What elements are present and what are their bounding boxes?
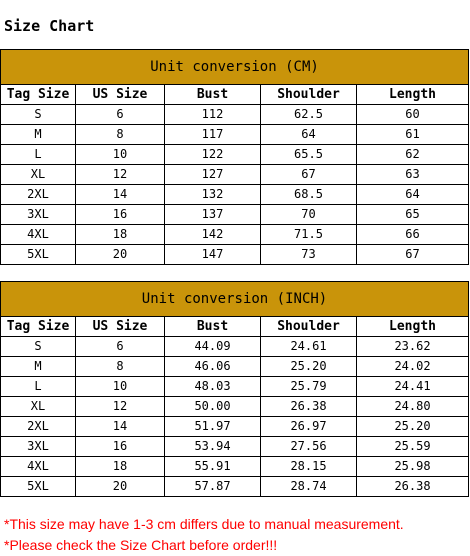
table-cell: 61	[357, 125, 469, 145]
table-cell: 23.62	[357, 337, 469, 357]
table-cell: 147	[165, 245, 261, 265]
table-row	[1, 437, 469, 457]
table-row	[1, 245, 469, 265]
table-cell: 50.00	[165, 397, 261, 417]
table-cell: 4XL	[1, 225, 76, 245]
table-cell: 27.56	[261, 437, 357, 457]
table-cell: 28.15	[261, 457, 357, 477]
table-cell: 117	[165, 125, 261, 145]
table-cell: 8	[76, 125, 165, 145]
table-row	[1, 125, 469, 145]
table-cell: 26.38	[261, 397, 357, 417]
table-row	[1, 105, 469, 125]
table-caption: Unit conversion (CM)	[1, 50, 469, 85]
table-cell: S	[1, 337, 76, 357]
table-cell: 28.74	[261, 477, 357, 497]
column-header: Tag Size	[1, 317, 76, 337]
table-row	[1, 357, 469, 377]
table-cell: 10	[76, 377, 165, 397]
table-cell: 46.06	[165, 357, 261, 377]
table-cell: 24.02	[357, 357, 469, 377]
table-cell: 64	[357, 185, 469, 205]
table-cell: 12	[76, 165, 165, 185]
table-cell: 24.61	[261, 337, 357, 357]
table-row	[1, 337, 469, 357]
table-cell: 8	[76, 357, 165, 377]
table-cell: 65	[357, 205, 469, 225]
table-cell: 60	[357, 105, 469, 125]
table-cell: 122	[165, 145, 261, 165]
measurement-note: *This size may have 1-3 cm differs due to manual measurement.	[4, 516, 404, 532]
table-cell: XL	[1, 165, 76, 185]
table-cell: 25.20	[261, 357, 357, 377]
table-cell: 26.38	[357, 477, 469, 497]
table-row	[1, 165, 469, 185]
table-cell: 68.5	[261, 185, 357, 205]
table-row	[1, 145, 469, 165]
table-cell: 25.59	[357, 437, 469, 457]
table-cell: 5XL	[1, 477, 76, 497]
table-cell: 14	[76, 185, 165, 205]
column-header: US Size	[76, 317, 165, 337]
table-row	[1, 397, 469, 417]
table-cell: L	[1, 145, 76, 165]
column-header: Bust	[165, 85, 261, 105]
page-title: Size Chart	[4, 17, 95, 35]
table-cell: 5XL	[1, 245, 76, 265]
table-cell: 137	[165, 205, 261, 225]
table-cell: 44.09	[165, 337, 261, 357]
table-row	[1, 457, 469, 477]
table-cell: 132	[165, 185, 261, 205]
table-caption: Unit conversion (INCH)	[1, 282, 469, 317]
table-cell: 2XL	[1, 185, 76, 205]
table-cell: 48.03	[165, 377, 261, 397]
table-body	[1, 337, 469, 497]
table-cell: 62	[357, 145, 469, 165]
table-cell: 63	[357, 165, 469, 185]
column-header: Length	[357, 317, 469, 337]
table-cell: 70	[261, 205, 357, 225]
table-cell: 6	[76, 337, 165, 357]
table-cell: 142	[165, 225, 261, 245]
table-cell: 55.91	[165, 457, 261, 477]
table-cell: 25.79	[261, 377, 357, 397]
table-row	[1, 225, 469, 245]
column-header: US Size	[76, 85, 165, 105]
table-cell: 20	[76, 477, 165, 497]
table-cell: 53.94	[165, 437, 261, 457]
table-cell: 51.97	[165, 417, 261, 437]
table-cell: 66	[357, 225, 469, 245]
table-cell: S	[1, 105, 76, 125]
table-cell: 4XL	[1, 457, 76, 477]
table-cell: 112	[165, 105, 261, 125]
table-cell: 67	[357, 245, 469, 265]
table-cell: 73	[261, 245, 357, 265]
size-table-inch	[0, 281, 469, 497]
table-cell: 10	[76, 145, 165, 165]
table-cell: M	[1, 357, 76, 377]
table-row	[1, 205, 469, 225]
table-body	[1, 105, 469, 265]
table-cell: 3XL	[1, 437, 76, 457]
table-cell: 64	[261, 125, 357, 145]
table-cell: 3XL	[1, 205, 76, 225]
column-header: Shoulder	[261, 317, 357, 337]
table-row	[1, 417, 469, 437]
size-table-cm	[0, 49, 469, 265]
table-cell: 14	[76, 417, 165, 437]
table-cell: 71.5	[261, 225, 357, 245]
table-cell: 65.5	[261, 145, 357, 165]
table-cell: 25.20	[357, 417, 469, 437]
table-cell: 18	[76, 457, 165, 477]
table-cell: 26.97	[261, 417, 357, 437]
table-cell: 2XL	[1, 417, 76, 437]
table-cell: 24.41	[357, 377, 469, 397]
table-cell: 67	[261, 165, 357, 185]
table-cell: 24.80	[357, 397, 469, 417]
column-header: Tag Size	[1, 85, 76, 105]
table-cell: 62.5	[261, 105, 357, 125]
table-cell: 25.98	[357, 457, 469, 477]
table-row	[1, 185, 469, 205]
table-cell: 18	[76, 225, 165, 245]
table-cell: 127	[165, 165, 261, 185]
column-header: Shoulder	[261, 85, 357, 105]
column-header: Bust	[165, 317, 261, 337]
table-cell: 16	[76, 437, 165, 457]
table-row	[1, 477, 469, 497]
table-cell: 16	[76, 205, 165, 225]
table-cell: L	[1, 377, 76, 397]
table-row	[1, 377, 469, 397]
column-header: Length	[357, 85, 469, 105]
table-cell: XL	[1, 397, 76, 417]
table-cell: 57.87	[165, 477, 261, 497]
table-cell: 6	[76, 105, 165, 125]
check-chart-note: *Please check the Size Chart before order!!!	[4, 537, 278, 553]
table-cell: M	[1, 125, 76, 145]
table-cell: 12	[76, 397, 165, 417]
table-cell: 20	[76, 245, 165, 265]
